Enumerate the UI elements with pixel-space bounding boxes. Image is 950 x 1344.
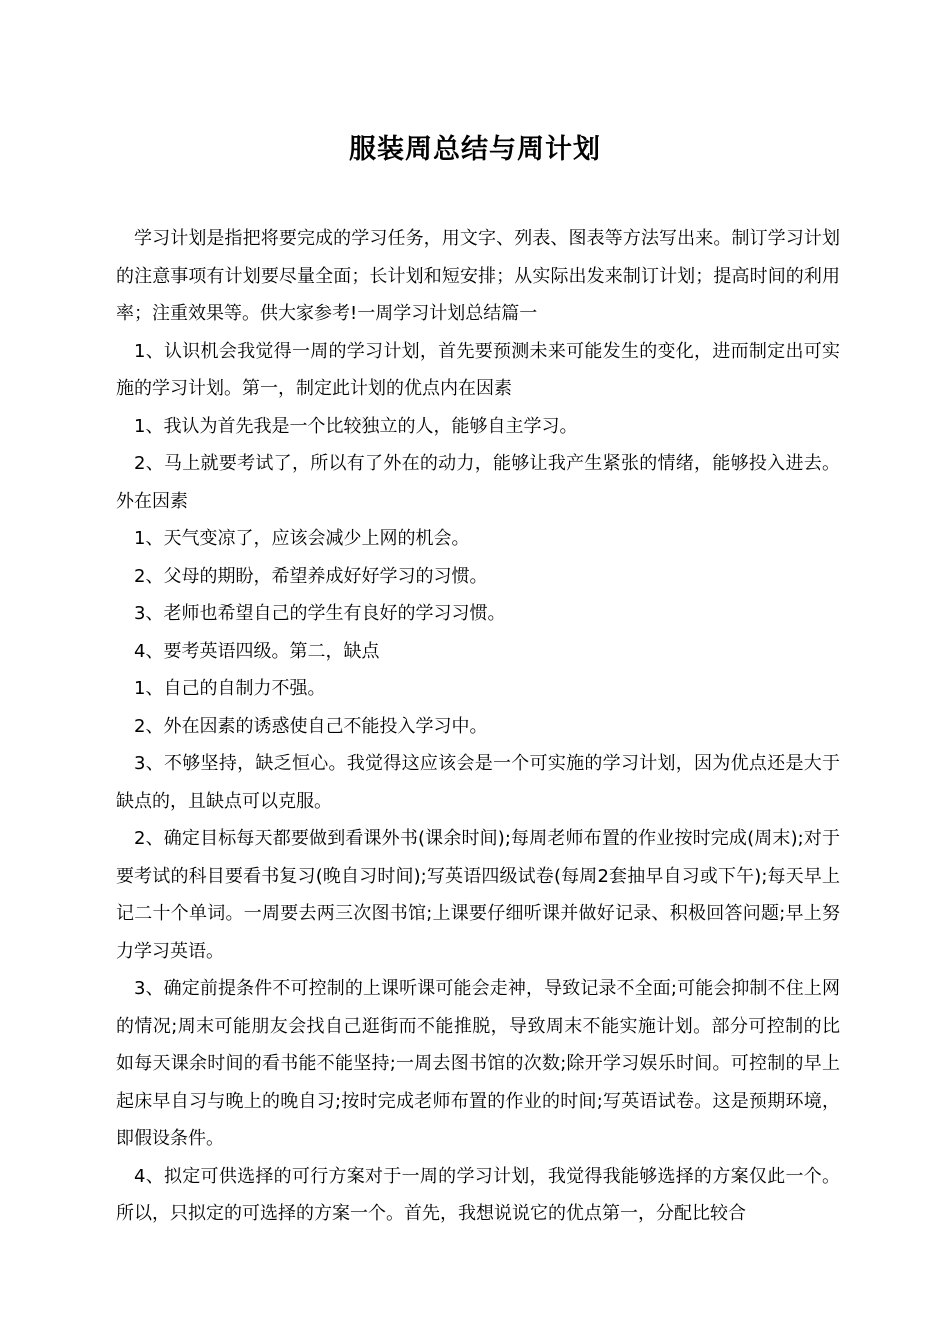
paragraph: 1、认识机会我觉得一周的学习计划，首先要预测未来可能发生的变化，进而制定出可实施的学习计划。第一，制定此计划的优点内在因素 xyxy=(116,340,840,399)
paragraph: 1、自己的自制力不强。 xyxy=(134,678,326,699)
document-body xyxy=(116,220,840,1233)
paragraph: 3、不够坚持，缺乏恒心。我觉得这应该会是一个可实施的学习计划，因为优点还是大于缺点的，且缺点可以克服。 xyxy=(116,753,840,812)
paragraph: 2、外在因素的诱惑使自己不能投入学习中。 xyxy=(134,715,488,737)
paragraph: 1、我认为首先我是一个比较独立的人，能够自主学习。 xyxy=(134,415,578,437)
paragraph: 3、确定前提条件不可控制的上课听课可能会走神，导致记录不全面;可能会抑制不住上网的情况;周末可能朋友会找自己逛街而不能推脱，导致周末不能实施计划。部分可控制的比如每天课余时间的看书能不能坚持;一周去图书馆的次数;除开学习娱乐时间。可控制的早上起床早自习与晚上的晚自习;按时完成老师布置的作业的时间;写英语试卷。这是预期环境，即假设条件。 xyxy=(116,978,840,1149)
document-title: 服装周总结与周计划 xyxy=(349,134,601,165)
paragraph: 2、父母的期盼，希望养成好好学习的习惯。 xyxy=(134,565,488,587)
paragraph: 2、确定目标每天都要做到看课外书(课余时间);每周老师布置的作业按时完成(周末);对于要考试的科目要看书复习(晚自习时间);写英语四级试卷(每周2套抽早自习或下午);每天早上记二十个单词。一周要去两三次图书馆;上课要仔细听课并做好记录、积极回答问题;早上努力学习英语。 xyxy=(116,828,840,962)
paragraph: 4、要考英语四级。第二，缺点 xyxy=(134,640,380,662)
paragraph: 1、天气变凉了，应该会减少上网的机会。 xyxy=(134,528,470,549)
paragraph: 4、拟定可供选择的可行方案对于一周的学习计划，我觉得我能够选择的方案仅此一个。所以，只拟定的可选择的方案一个。首先，我想说说它的优点第一，分配比较合 xyxy=(116,1165,840,1224)
paragraph: 学习计划是指把将要完成的学习任务，用文字、列表、图表等方法写出来。制订学习计划的注意事项有计划要尽量全面；长计划和短安排；从实际出发来制订计划；提高时间的利用率；注重效果等。供大家参考!一周学习计划总结篇一 xyxy=(116,228,840,324)
paragraph: 2、马上就要考试了，所以有了外在的动力，能够让我产生紧张的情绪，能够投入进去。外在因素 xyxy=(116,453,840,512)
paragraph: 3、老师也希望自己的学生有良好的学习习惯。 xyxy=(134,603,506,624)
